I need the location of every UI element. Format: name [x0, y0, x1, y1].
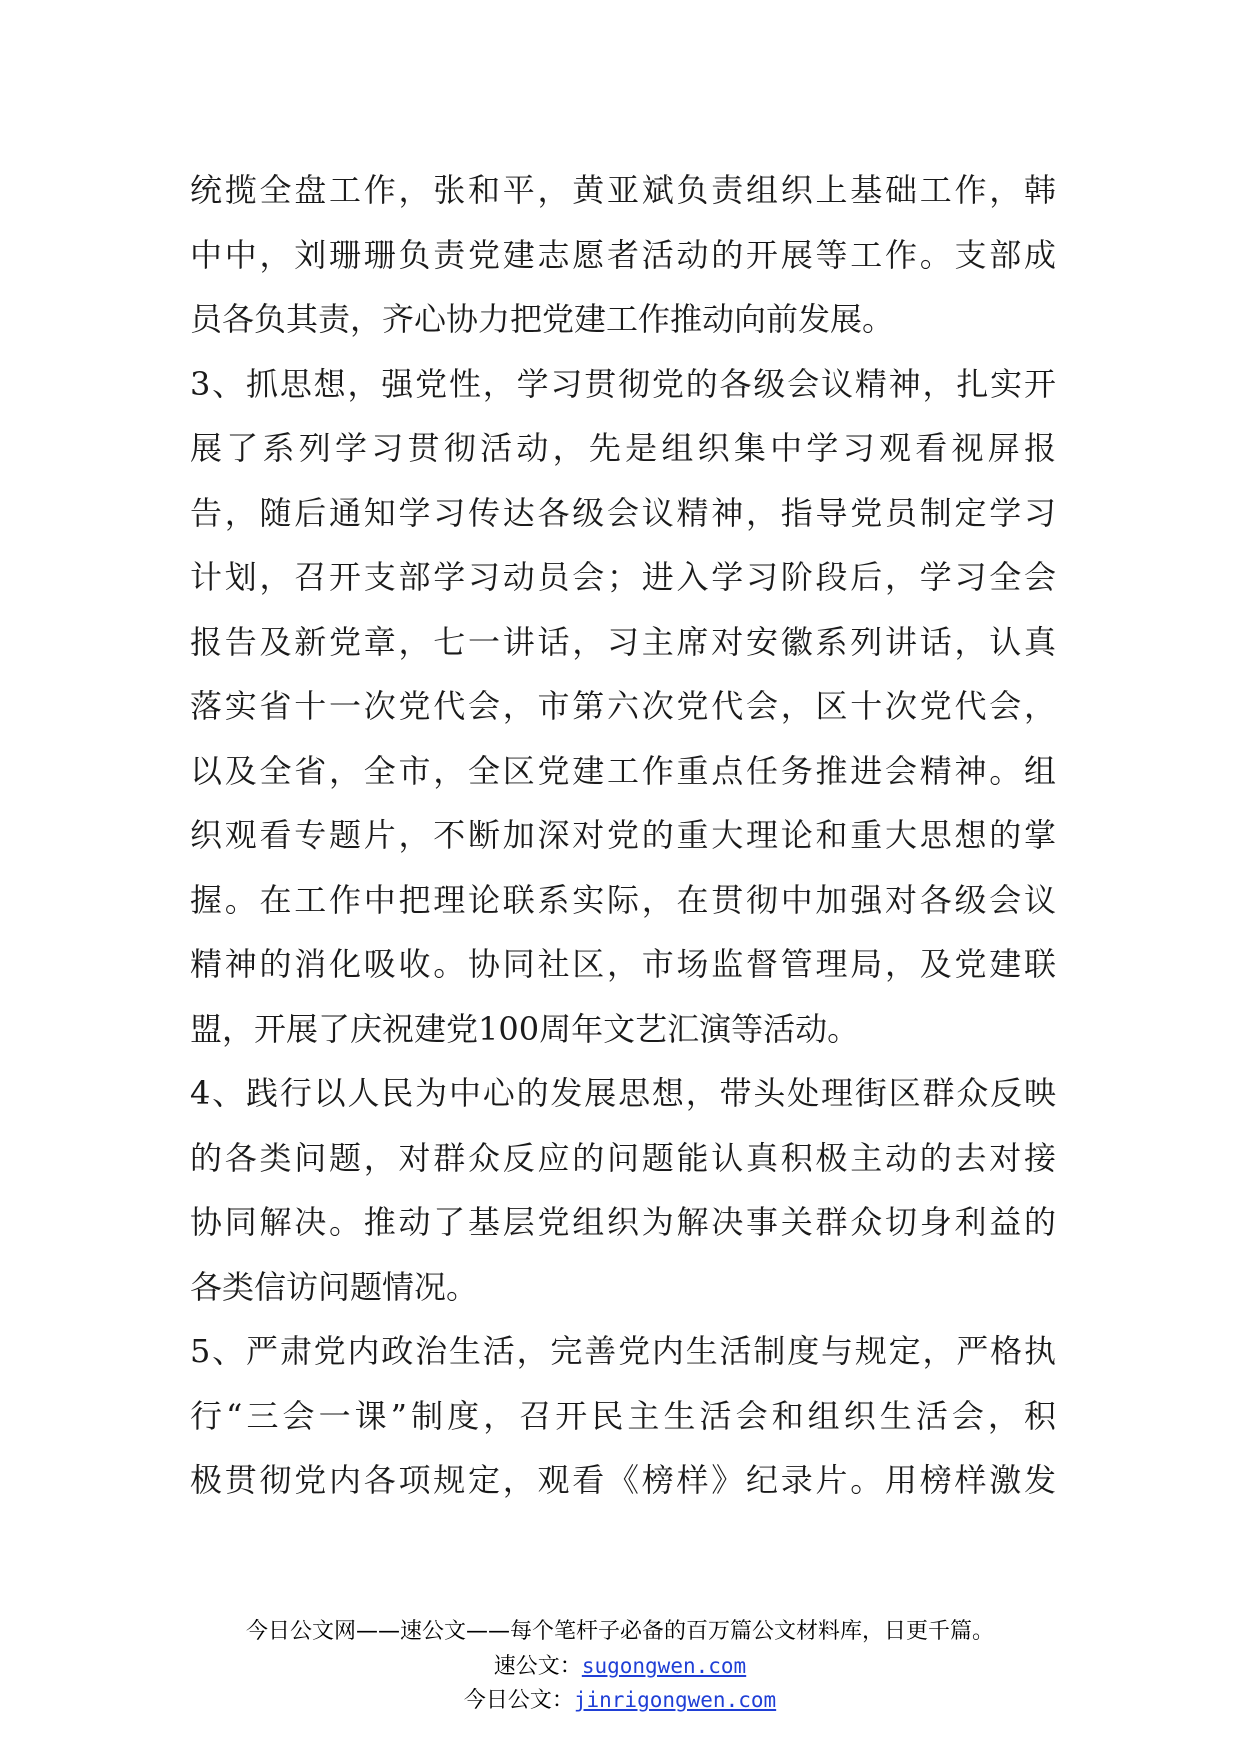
body-line: 统揽全盘工作，张和平，黄亚斌负责组织上基础工作，韩 — [190, 171, 1056, 209]
body-line: 的各类问题，对群众反应的问题能认真积极主动的去对接 — [190, 1138, 1056, 1177]
body-line: 4、践行以人民为中心的发展思想，带头处理街区群众反映 — [190, 1074, 1056, 1112]
body-line: 以及全省，全市，全区党建工作重点任务推进会精神。组 — [190, 751, 1056, 790]
footer-site1-label: 速公文： — [493, 1654, 582, 1679]
body-line: 织观看专题片，不断加深对党的重大理论和重大思想的掌 — [190, 816, 1056, 854]
body-line: 极贯彻党内各项规定，观看《榜样》纪录片。用榜样激发 — [190, 1461, 1056, 1499]
document-body — [190, 158, 1056, 1513]
body-line: 行“三会一课”制度，召开民主生活会和组织生活会，积 — [190, 1396, 1056, 1435]
body-line: 协同解决。推动了基层党组织为解决事关群众切身利益的 — [190, 1203, 1056, 1241]
body-line: 各类信访问题情况。 — [190, 1267, 479, 1306]
body-line: 精神的消化吸收。协同社区，市场监督管理局，及党建联 — [190, 945, 1056, 983]
footer-site1 — [0, 1649, 1240, 1683]
body-line: 3、抓思想，强党性，学习贯彻党的各级会议精神，扎实开 — [190, 364, 1056, 403]
footer-site2 — [0, 1683, 1240, 1717]
body-line: 盟，开展了庆祝建党100周年文艺汇演等活动。 — [190, 1009, 860, 1048]
body-line: 握。在工作中把理论联系实际，在贯彻中加强对各级会议 — [190, 880, 1056, 919]
footer-site1-link[interactable]: sugongwen.com — [581, 1654, 747, 1678]
body-line: 中中，刘珊珊负责党建志愿者活动的开展等工作。支部成 — [190, 235, 1056, 274]
body-line: 5、严肃党内政治生活，完善党内生活制度与规定，严格执 — [190, 1332, 1056, 1370]
body-line: 展了系列学习贯彻活动，先是组织集中学习观看视屏报 — [190, 429, 1056, 467]
footer-slogan: 今日公文网——速公文——每个笔杆子必备的百万篇公文材料库，日更千篇。 — [245, 1619, 994, 1644]
footer-site2-link[interactable]: jinrigongwen.com — [573, 1688, 777, 1712]
body-line: 告，随后通知学习传达各级会议精神，指导党员制定学习 — [190, 493, 1056, 532]
body-line: 报告及新党章，七一讲话，习主席对安徽系列讲话，认真 — [190, 622, 1056, 661]
footer-site2-label: 今日公文： — [463, 1688, 574, 1713]
body-line: 员各负其责，齐心协力把党建工作推动向前发展。 — [190, 300, 895, 338]
body-line: 计划，召开支部学习动员会；进入学习阶段后，学习全会 — [190, 558, 1056, 596]
body-line: 落实省十一次党代会，市第六次党代会，区十次党代会， — [190, 687, 1056, 725]
page-footer — [0, 1615, 1240, 1717]
